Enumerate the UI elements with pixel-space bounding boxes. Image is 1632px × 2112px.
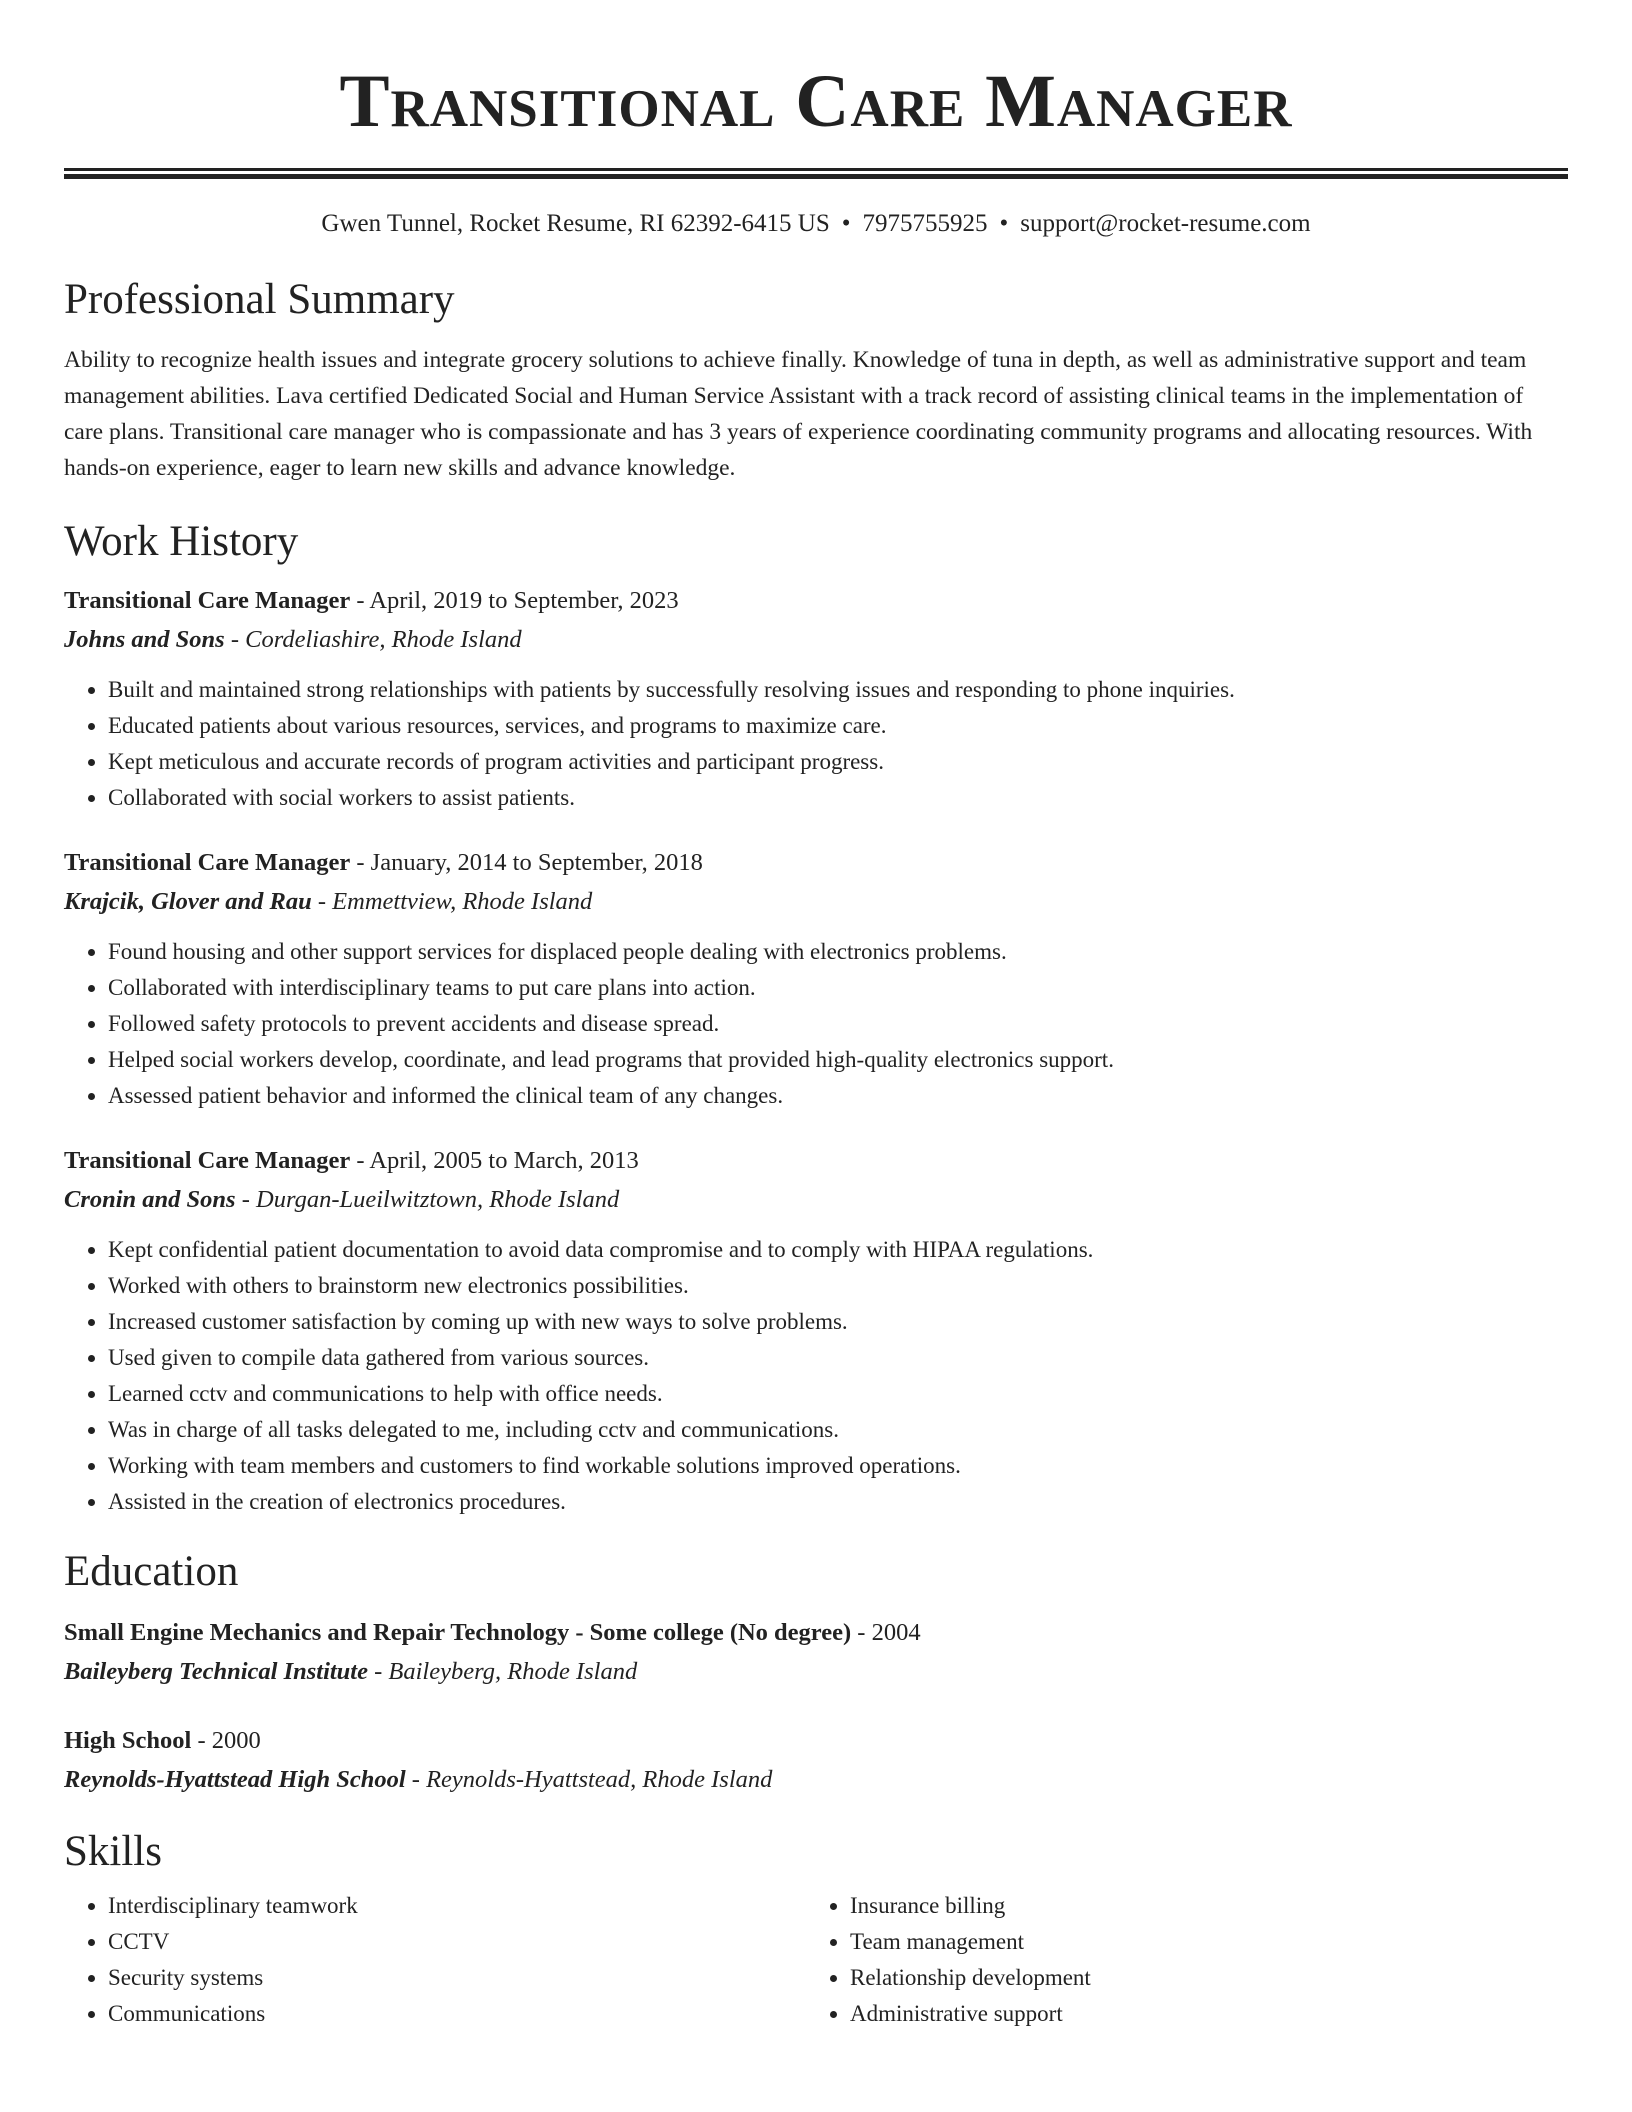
skills-grid bbox=[64, 1888, 1568, 2032]
job-location: - Durgan-Lueilwitztown, Rhode Island bbox=[235, 1186, 620, 1213]
job-bullets bbox=[64, 672, 1568, 816]
education-entry bbox=[64, 1722, 1568, 1800]
summary-text: Ability to recognize health issues and integrate grocery solutions to achieve finally. Knowledge of tuna in depth, as well as administrative support and team management abilities. Lava certified Dedicated Social and Human Service Assistant with a track record of assisting clinical teams in the implementation of care plans. Transitional care manager who is compassionate and has 3 years of experience coordinating community programs and allocating resources. With hands-on experience, eager to learn new skills and advance knowledge. bbox=[64, 347, 1533, 481]
education-year: - 2004 bbox=[851, 1619, 921, 1646]
job-bullet: • Assessed patient behavior and informed the clinical team of any changes. bbox=[108, 1078, 1568, 1114]
contact-phone: 7975755925 bbox=[862, 210, 988, 237]
summary-heading: Professional Summary bbox=[64, 276, 455, 323]
job-bullet: • Learned cctv and communications to help with office needs. bbox=[108, 1376, 1568, 1412]
job-bullet: • Assisted in the creation of electronics procedures. bbox=[108, 1484, 1568, 1520]
job-company-line bbox=[64, 1180, 1568, 1220]
skills-column-right bbox=[806, 1888, 1548, 2032]
skill-item: • Security systems bbox=[108, 1960, 806, 1996]
job-company-line bbox=[64, 882, 1568, 922]
title-divider bbox=[64, 168, 1568, 179]
job-bullet: • Kept confidential patient documentation to avoid data compromise and to comply with HIPAA regulations. bbox=[108, 1232, 1568, 1268]
job-bullet: • Collaborated with social workers to assist patients. bbox=[108, 780, 1568, 816]
contact-line bbox=[64, 208, 1568, 240]
job-bullet: • Worked with others to brainstorm new electronics possibilities. bbox=[108, 1268, 1568, 1304]
job-location: - Emmettview, Rhode Island bbox=[311, 888, 593, 915]
job-company: Krajcik, Glover and Rau bbox=[64, 888, 312, 915]
job-bullet: • Built and maintained strong relationships with patients by successfully resolving issues and responding to phone inquiries. bbox=[108, 672, 1568, 708]
job-bullets bbox=[64, 1232, 1568, 1520]
job-title-line bbox=[64, 582, 1568, 620]
job-company: Johns and Sons bbox=[64, 626, 225, 653]
job-dates: - January, 2014 to September, 2018 bbox=[350, 849, 703, 876]
skills-column-left bbox=[64, 1888, 806, 2032]
job-company: Cronin and Sons bbox=[64, 1186, 236, 1213]
education-degree-line bbox=[64, 1722, 1568, 1760]
resume-title: Transitional Care Manager bbox=[339, 60, 1293, 143]
job-title: Transitional Care Manager bbox=[64, 849, 351, 876]
job-bullet: • Kept meticulous and accurate records of program activities and participant progress. bbox=[108, 744, 1568, 780]
job-bullet: • Found housing and other support services for displaced people dealing with electronics problems. bbox=[108, 934, 1568, 970]
education-school: Reynolds-Hyattstead High School bbox=[64, 1766, 406, 1793]
skill-item: • Insurance billing bbox=[850, 1888, 1548, 1924]
job-title-line bbox=[64, 844, 1568, 882]
skill-item: • Team management bbox=[850, 1924, 1548, 1960]
job-entry bbox=[64, 582, 1568, 816]
job-title: Transitional Care Manager bbox=[64, 587, 351, 614]
education-location: - Reynolds-Hyattstead, Rhode Island bbox=[405, 1766, 773, 1793]
skill-item: • Relationship development bbox=[850, 1960, 1548, 1996]
skill-item: • Communications bbox=[108, 1996, 806, 2032]
education-school-line bbox=[64, 1760, 1568, 1800]
contact-email: support@rocket-resume.com bbox=[1020, 210, 1311, 237]
skill-item: • Administrative support bbox=[850, 1996, 1548, 2032]
education-degree-line bbox=[64, 1614, 1568, 1652]
job-bullet: • Helped social workers develop, coordinate, and lead programs that provided high-quality electronics support. bbox=[108, 1042, 1568, 1078]
job-title-line bbox=[64, 1142, 1568, 1180]
job-bullet: • Working with team members and customers to find workable solutions improved operations. bbox=[108, 1448, 1568, 1484]
job-entry bbox=[64, 844, 1568, 1114]
job-bullet: • Was in charge of all tasks delegated to me, including cctv and communications. bbox=[108, 1412, 1568, 1448]
education-entry bbox=[64, 1614, 1568, 1692]
job-entry bbox=[64, 1142, 1568, 1520]
skill-item: • CCTV bbox=[108, 1924, 806, 1960]
job-dates: - April, 2019 to September, 2023 bbox=[350, 587, 679, 614]
job-company-line bbox=[64, 620, 1568, 660]
job-bullets bbox=[64, 934, 1568, 1114]
skills-heading: Skills bbox=[64, 1828, 162, 1875]
job-bullet: • Collaborated with interdisciplinary teams to put care plans into action. bbox=[108, 970, 1568, 1006]
job-bullet: • Educated patients about various resources, services, and programs to maximize care. bbox=[108, 708, 1568, 744]
skill-item: • Interdisciplinary teamwork bbox=[108, 1888, 806, 1924]
job-dates: - April, 2005 to March, 2013 bbox=[350, 1147, 639, 1174]
job-title: Transitional Care Manager bbox=[64, 1147, 351, 1174]
work-history-heading: Work History bbox=[64, 518, 299, 565]
education-location: - Baileyberg, Rhode Island bbox=[368, 1658, 638, 1685]
contact-address: Gwen Tunnel, Rocket Resume, RI 62392-6415 US bbox=[321, 210, 830, 237]
job-bullet: • Used given to compile data gathered from various sources. bbox=[108, 1340, 1568, 1376]
education-year: - 2000 bbox=[191, 1727, 261, 1754]
education-school: Baileyberg Technical Institute bbox=[64, 1658, 368, 1685]
education-heading: Education bbox=[64, 1548, 239, 1595]
job-location: - Cordeliashire, Rhode Island bbox=[224, 626, 522, 653]
education-degree: Small Engine Mechanics and Repair Technology - Some college (No degree) bbox=[64, 1619, 852, 1646]
job-bullet: • Increased customer satisfaction by coming up with new ways to solve problems. bbox=[108, 1304, 1568, 1340]
contact-separator: • bbox=[999, 210, 1009, 237]
education-school-line bbox=[64, 1652, 1568, 1692]
job-bullet: • Followed safety protocols to prevent accidents and disease spread. bbox=[108, 1006, 1568, 1042]
education-degree: High School bbox=[64, 1727, 192, 1754]
contact-separator: • bbox=[841, 210, 851, 237]
